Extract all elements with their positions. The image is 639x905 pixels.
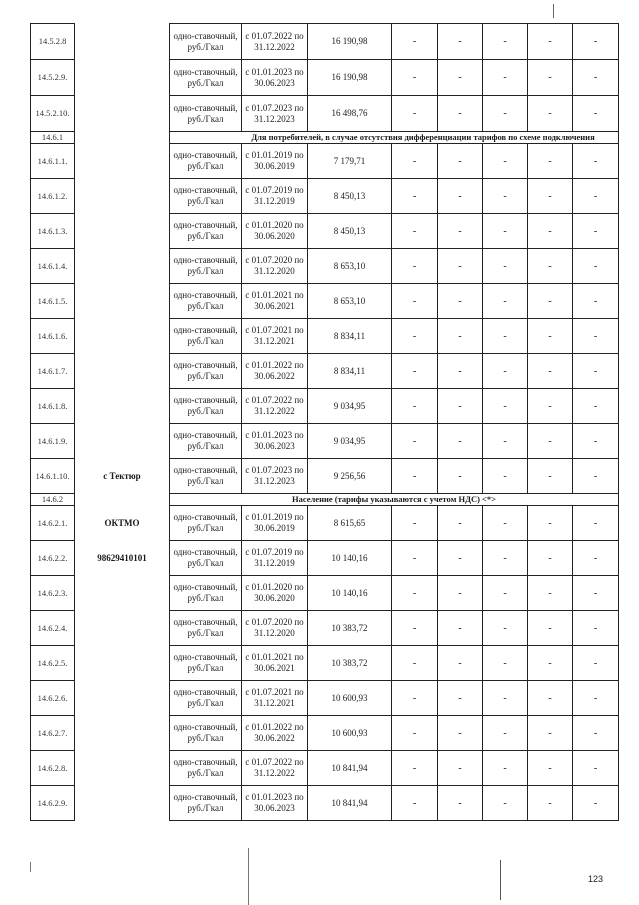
- empty-value-dash: -: [392, 459, 438, 494]
- period-cell: с 01.07.2021 по 31.12.2021: [242, 319, 308, 354]
- municipality-cell: 98629410101: [75, 541, 170, 576]
- period-cell: с 01.01.2023 по 30.06.2023: [242, 424, 308, 459]
- empty-value-dash: -: [438, 96, 483, 132]
- empty-value-dash: -: [528, 681, 573, 716]
- section-title: Для потребителей, в случае отсутствия дифференциации тарифов по схеме подключения: [170, 132, 619, 144]
- municipality-cell: [75, 179, 170, 214]
- empty-value-dash: -: [528, 459, 573, 494]
- page-number: 123: [588, 874, 604, 884]
- empty-value-dash: -: [392, 681, 438, 716]
- table-row: [31, 24, 619, 60]
- empty-value-dash: -: [528, 786, 573, 821]
- municipality-cell: [75, 354, 170, 389]
- empty-value-dash: -: [528, 751, 573, 786]
- table-row: [31, 681, 619, 716]
- empty-value-dash: -: [528, 24, 573, 60]
- row-code: 14.6.2.6.: [31, 681, 75, 716]
- row-code: 14.6.1.6.: [31, 319, 75, 354]
- table-row: [31, 576, 619, 611]
- empty-value-dash: -: [573, 424, 619, 459]
- empty-value-dash: -: [573, 459, 619, 494]
- municipality-cell: [75, 494, 170, 506]
- period-cell: с 01.07.2020 по 31.12.2020: [242, 249, 308, 284]
- empty-value-dash: -: [483, 751, 528, 786]
- tariff-value-cell: 16 498,76: [308, 96, 392, 132]
- empty-value-dash: -: [438, 389, 483, 424]
- empty-value-dash: -: [438, 319, 483, 354]
- table-row: [31, 389, 619, 424]
- period-cell: с 01.01.2022 по 30.06.2022: [242, 354, 308, 389]
- municipality-cell: [75, 389, 170, 424]
- municipality-cell: [75, 716, 170, 751]
- empty-value-dash: -: [483, 786, 528, 821]
- empty-value-dash: -: [528, 424, 573, 459]
- municipality-cell: [75, 424, 170, 459]
- empty-value-dash: -: [483, 214, 528, 249]
- empty-value-dash: -: [392, 319, 438, 354]
- empty-value-dash: -: [438, 576, 483, 611]
- empty-value-dash: -: [438, 751, 483, 786]
- empty-value-dash: -: [528, 354, 573, 389]
- empty-value-dash: -: [483, 611, 528, 646]
- empty-value-dash: -: [573, 786, 619, 821]
- empty-value-dash: -: [573, 319, 619, 354]
- empty-value-dash: -: [573, 60, 619, 96]
- empty-value-dash: -: [528, 249, 573, 284]
- period-cell: с 01.07.2022 по 31.12.2022: [242, 389, 308, 424]
- row-code: 14.6.1.10.: [31, 459, 75, 494]
- empty-value-dash: -: [438, 249, 483, 284]
- empty-value-dash: -: [392, 646, 438, 681]
- tariff-type-cell: одно-ставочный, руб./Гкал: [170, 249, 242, 284]
- empty-value-dash: -: [438, 681, 483, 716]
- period-cell: с 01.01.2020 по 30.06.2020: [242, 214, 308, 249]
- row-code: 14.6.2.9.: [31, 786, 75, 821]
- row-code: 14.6.1.2.: [31, 179, 75, 214]
- period-cell: с 01.07.2022 по 31.12.2022: [242, 751, 308, 786]
- tariff-value-cell: 10 841,94: [308, 786, 392, 821]
- tariff-value-cell: 10 600,93: [308, 681, 392, 716]
- empty-value-dash: -: [438, 716, 483, 751]
- empty-value-dash: -: [483, 354, 528, 389]
- table-row: [31, 646, 619, 681]
- tariff-value-cell: 8 653,10: [308, 284, 392, 319]
- tariff-type-cell: одно-ставочный, руб./Гкал: [170, 751, 242, 786]
- municipality-cell: [75, 646, 170, 681]
- empty-value-dash: -: [528, 541, 573, 576]
- row-code: 14.6.2.7.: [31, 716, 75, 751]
- period-cell: с 01.01.2023 по 30.06.2023: [242, 60, 308, 96]
- empty-value-dash: -: [483, 60, 528, 96]
- tariff-type-cell: одно-ставочный, руб./Гкал: [170, 389, 242, 424]
- table-row: [31, 751, 619, 786]
- municipality-cell: [75, 786, 170, 821]
- empty-value-dash: -: [392, 144, 438, 179]
- empty-value-dash: -: [528, 716, 573, 751]
- period-cell: с 01.01.2021 по 30.06.2021: [242, 284, 308, 319]
- table-row: [31, 96, 619, 132]
- empty-value-dash: -: [573, 249, 619, 284]
- tariff-type-cell: одно-ставочный, руб./Гкал: [170, 60, 242, 96]
- tariff-value-cell: 10 140,16: [308, 576, 392, 611]
- empty-value-dash: -: [438, 354, 483, 389]
- empty-value-dash: -: [392, 786, 438, 821]
- empty-value-dash: -: [438, 541, 483, 576]
- empty-value-dash: -: [438, 24, 483, 60]
- table-row: [31, 60, 619, 96]
- table-row: [31, 459, 619, 494]
- empty-value-dash: -: [528, 60, 573, 96]
- row-code: 14.5.2.10.: [31, 96, 75, 132]
- empty-value-dash: -: [483, 424, 528, 459]
- empty-value-dash: -: [392, 179, 438, 214]
- empty-value-dash: -: [438, 284, 483, 319]
- municipality-cell: [75, 214, 170, 249]
- tariff-type-cell: одно-ставочный, руб./Гкал: [170, 179, 242, 214]
- empty-value-dash: -: [528, 389, 573, 424]
- tariff-value-cell: 16 190,98: [308, 24, 392, 60]
- municipality-cell: [75, 284, 170, 319]
- table-row: [31, 144, 619, 179]
- row-code: 14.6.2.2.: [31, 541, 75, 576]
- empty-value-dash: -: [573, 576, 619, 611]
- tariff-type-cell: одно-ставочный, руб./Гкал: [170, 506, 242, 541]
- tariff-value-cell: 9 256,56: [308, 459, 392, 494]
- tariff-type-cell: одно-ставочный, руб./Гкал: [170, 459, 242, 494]
- tariff-value-cell: 8 834,11: [308, 354, 392, 389]
- tariff-value-cell: 10 600,93: [308, 716, 392, 751]
- empty-value-dash: -: [573, 24, 619, 60]
- row-code: 14.6.1.5.: [31, 284, 75, 319]
- empty-value-dash: -: [483, 144, 528, 179]
- scan-mark: [500, 860, 501, 900]
- empty-value-dash: -: [573, 284, 619, 319]
- empty-value-dash: -: [483, 716, 528, 751]
- empty-value-dash: -: [573, 541, 619, 576]
- period-cell: с 01.07.2023 по 31.12.2023: [242, 459, 308, 494]
- section-code: 14.6.1: [31, 132, 75, 144]
- empty-value-dash: -: [438, 506, 483, 541]
- municipality-cell: ОКТМО: [75, 506, 170, 541]
- empty-value-dash: -: [573, 354, 619, 389]
- empty-value-dash: -: [573, 681, 619, 716]
- empty-value-dash: -: [528, 319, 573, 354]
- table-row: [31, 424, 619, 459]
- tariff-type-cell: одно-ставочный, руб./Гкал: [170, 576, 242, 611]
- empty-value-dash: -: [483, 284, 528, 319]
- municipality-cell: [75, 576, 170, 611]
- tariff-value-cell: 10 383,72: [308, 611, 392, 646]
- empty-value-dash: -: [528, 576, 573, 611]
- section-row: [31, 494, 619, 506]
- municipality-cell: [75, 681, 170, 716]
- empty-value-dash: -: [392, 214, 438, 249]
- empty-value-dash: -: [392, 96, 438, 132]
- table-row: [31, 284, 619, 319]
- empty-value-dash: -: [392, 284, 438, 319]
- municipality-cell: [75, 96, 170, 132]
- row-code: 14.6.2.4.: [31, 611, 75, 646]
- table-row: [31, 354, 619, 389]
- section-title: Население (тарифы указываются с учетом НДС) <*>: [170, 494, 619, 506]
- empty-value-dash: -: [483, 459, 528, 494]
- period-cell: с 01.07.2019 по 31.12.2019: [242, 179, 308, 214]
- period-cell: с 01.07.2022 по 31.12.2022: [242, 24, 308, 60]
- empty-value-dash: -: [392, 751, 438, 786]
- row-code: 14.6.1.1.: [31, 144, 75, 179]
- empty-value-dash: -: [438, 646, 483, 681]
- empty-value-dash: -: [573, 716, 619, 751]
- tariff-value-cell: 10 140,16: [308, 541, 392, 576]
- table-row: [31, 716, 619, 751]
- tariff-type-cell: одно-ставочный, руб./Гкал: [170, 144, 242, 179]
- row-code: 14.6.1.3.: [31, 214, 75, 249]
- empty-value-dash: -: [483, 319, 528, 354]
- empty-value-dash: -: [438, 424, 483, 459]
- row-code: 14.6.1.4.: [31, 249, 75, 284]
- tariff-value-cell: 9 034,95: [308, 389, 392, 424]
- empty-value-dash: -: [573, 144, 619, 179]
- table-row: [31, 541, 619, 576]
- tariff-type-cell: одно-ставочный, руб./Гкал: [170, 424, 242, 459]
- tariff-type-cell: одно-ставочный, руб./Гкал: [170, 541, 242, 576]
- municipality-cell: [75, 319, 170, 354]
- table-row: [31, 214, 619, 249]
- period-cell: с 01.07.2021 по 31.12.2021: [242, 681, 308, 716]
- municipality-cell: [75, 132, 170, 144]
- empty-value-dash: -: [528, 144, 573, 179]
- empty-value-dash: -: [528, 179, 573, 214]
- empty-value-dash: -: [573, 389, 619, 424]
- empty-value-dash: -: [438, 459, 483, 494]
- tariff-type-cell: одно-ставочный, руб./Гкал: [170, 96, 242, 132]
- period-cell: с 01.01.2019 по 30.06.2019: [242, 144, 308, 179]
- tariff-value-cell: 8 834,11: [308, 319, 392, 354]
- empty-value-dash: -: [392, 424, 438, 459]
- municipality-cell: [75, 60, 170, 96]
- empty-value-dash: -: [392, 24, 438, 60]
- empty-value-dash: -: [483, 389, 528, 424]
- municipality-cell: [75, 24, 170, 60]
- section-code: 14.6.2: [31, 494, 75, 506]
- tariff-value-cell: 9 034,95: [308, 424, 392, 459]
- table-row: [31, 319, 619, 354]
- municipality-cell: с Тектюр: [75, 459, 170, 494]
- empty-value-dash: -: [528, 284, 573, 319]
- empty-value-dash: -: [528, 506, 573, 541]
- empty-value-dash: -: [573, 214, 619, 249]
- scan-mark: [553, 4, 554, 18]
- empty-value-dash: -: [392, 389, 438, 424]
- municipality-cell: [75, 611, 170, 646]
- empty-value-dash: -: [392, 611, 438, 646]
- tariff-value-cell: 8 653,10: [308, 249, 392, 284]
- empty-value-dash: -: [438, 179, 483, 214]
- empty-value-dash: -: [528, 214, 573, 249]
- period-cell: с 01.01.2023 по 30.06.2023: [242, 786, 308, 821]
- municipality-cell: [75, 144, 170, 179]
- period-cell: с 01.07.2020 по 31.12.2020: [242, 611, 308, 646]
- table-row: [31, 786, 619, 821]
- empty-value-dash: -: [438, 786, 483, 821]
- empty-value-dash: -: [573, 179, 619, 214]
- empty-value-dash: -: [573, 646, 619, 681]
- tariff-type-cell: одно-ставочный, руб./Гкал: [170, 681, 242, 716]
- tariff-value-cell: 16 190,98: [308, 60, 392, 96]
- tariff-type-cell: одно-ставочный, руб./Гкал: [170, 611, 242, 646]
- empty-value-dash: -: [392, 541, 438, 576]
- empty-value-dash: -: [392, 716, 438, 751]
- empty-value-dash: -: [483, 681, 528, 716]
- tariff-value-cell: 8 450,13: [308, 179, 392, 214]
- row-code: 14.6.1.9.: [31, 424, 75, 459]
- empty-value-dash: -: [483, 96, 528, 132]
- tariff-type-cell: одно-ставочный, руб./Гкал: [170, 214, 242, 249]
- tariff-type-cell: одно-ставочный, руб./Гкал: [170, 319, 242, 354]
- empty-value-dash: -: [392, 354, 438, 389]
- empty-value-dash: -: [573, 506, 619, 541]
- tariff-type-cell: одно-ставочный, руб./Гкал: [170, 24, 242, 60]
- period-cell: с 01.01.2019 по 30.06.2019: [242, 506, 308, 541]
- tariff-value-cell: 8 615,65: [308, 506, 392, 541]
- row-code: 14.6.2.1.: [31, 506, 75, 541]
- row-code: 14.6.2.3.: [31, 576, 75, 611]
- empty-value-dash: -: [392, 60, 438, 96]
- row-code: 14.6.1.8.: [31, 389, 75, 424]
- empty-value-dash: -: [438, 611, 483, 646]
- empty-value-dash: -: [438, 60, 483, 96]
- scan-mark: [248, 848, 249, 905]
- empty-value-dash: -: [483, 646, 528, 681]
- tariff-type-cell: одно-ставочный, руб./Гкал: [170, 646, 242, 681]
- section-row: [31, 132, 619, 144]
- row-code: 14.5.2.8: [31, 24, 75, 60]
- empty-value-dash: -: [483, 24, 528, 60]
- period-cell: с 01.07.2019 по 31.12.2019: [242, 541, 308, 576]
- row-code: 14.6.2.5.: [31, 646, 75, 681]
- tariff-value-cell: 10 841,94: [308, 751, 392, 786]
- empty-value-dash: -: [573, 611, 619, 646]
- table-row: [31, 611, 619, 646]
- period-cell: с 01.01.2020 по 30.06.2020: [242, 576, 308, 611]
- empty-value-dash: -: [528, 96, 573, 132]
- table-row: [31, 179, 619, 214]
- row-code: 14.6.2.8.: [31, 751, 75, 786]
- table-row: [31, 249, 619, 284]
- empty-value-dash: -: [483, 576, 528, 611]
- tariff-type-cell: одно-ставочный, руб./Гкал: [170, 284, 242, 319]
- empty-value-dash: -: [528, 646, 573, 681]
- tariff-type-cell: одно-ставочный, руб./Гкал: [170, 786, 242, 821]
- municipality-cell: [75, 249, 170, 284]
- row-code: 14.6.1.7.: [31, 354, 75, 389]
- empty-value-dash: -: [392, 249, 438, 284]
- period-cell: с 01.07.2023 по 31.12.2023: [242, 96, 308, 132]
- empty-value-dash: -: [392, 506, 438, 541]
- tariff-value-cell: 8 450,13: [308, 214, 392, 249]
- row-code: 14.5.2.9.: [31, 60, 75, 96]
- tariff-table: [30, 23, 619, 821]
- empty-value-dash: -: [483, 541, 528, 576]
- tariff-value-cell: 10 383,72: [308, 646, 392, 681]
- tariff-type-cell: одно-ставочный, руб./Гкал: [170, 354, 242, 389]
- period-cell: с 01.01.2022 по 30.06.2022: [242, 716, 308, 751]
- table-row: [31, 506, 619, 541]
- period-cell: с 01.01.2021 по 30.06.2021: [242, 646, 308, 681]
- empty-value-dash: -: [573, 751, 619, 786]
- tariff-type-cell: одно-ставочный, руб./Гкал: [170, 716, 242, 751]
- tariff-value-cell: 7 179,71: [308, 144, 392, 179]
- empty-value-dash: -: [483, 179, 528, 214]
- empty-value-dash: -: [483, 249, 528, 284]
- empty-value-dash: -: [483, 506, 528, 541]
- municipality-cell: [75, 751, 170, 786]
- scan-mark: [30, 862, 31, 872]
- empty-value-dash: -: [528, 611, 573, 646]
- empty-value-dash: -: [438, 144, 483, 179]
- empty-value-dash: -: [392, 576, 438, 611]
- empty-value-dash: -: [573, 96, 619, 132]
- empty-value-dash: -: [438, 214, 483, 249]
